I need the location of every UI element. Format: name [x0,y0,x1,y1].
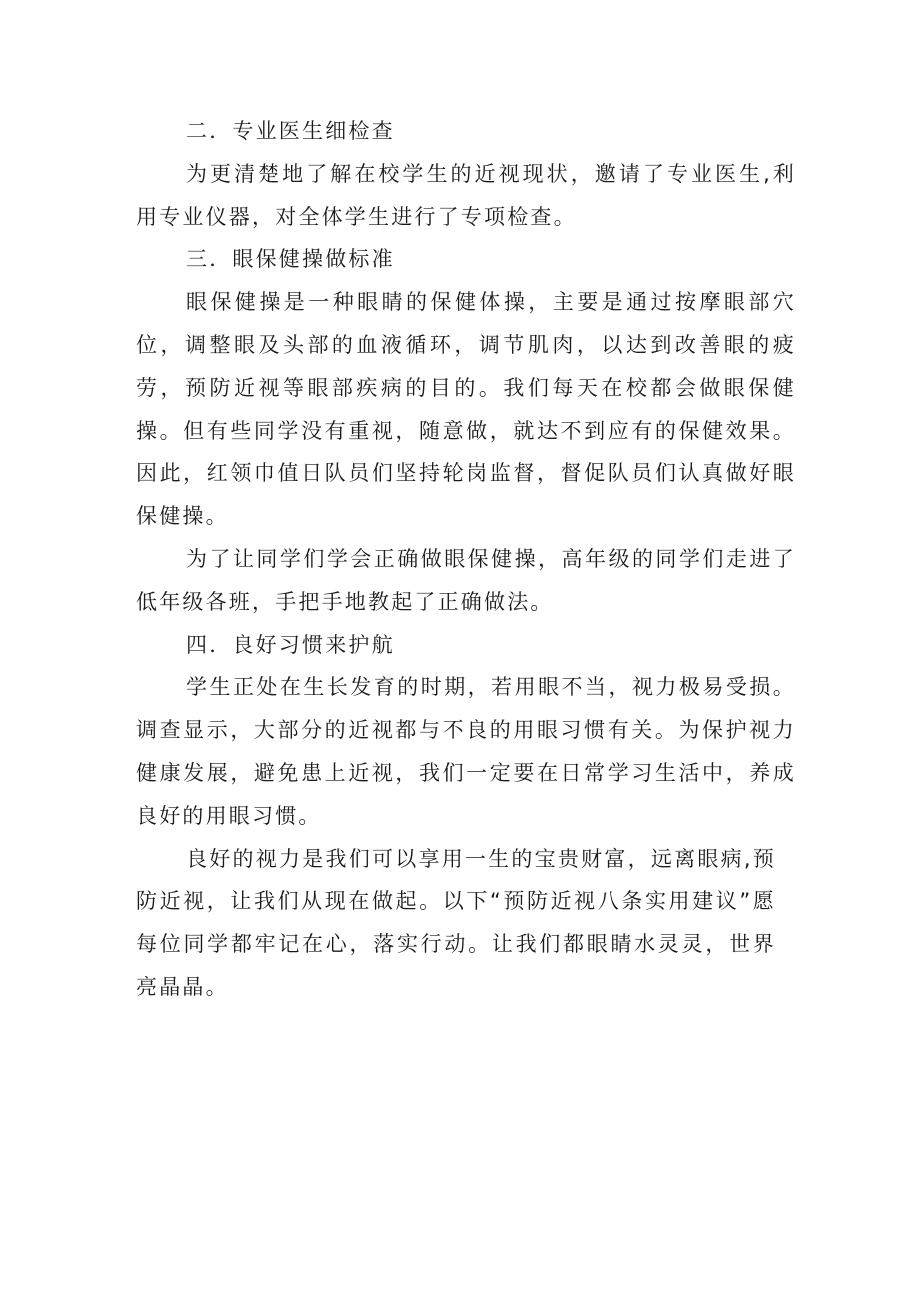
paragraph-eye-exercise-description: 眼保健操是一种眼睛的保健体操，主要是通过按摩眼部穴位，调整眼及头部的血液循环，调节肌肉，以达到改善眼的疲劳，预防近视等眼部疾病的目的。我们每天在校都会做眼保健操。但有些同学没有重视，随意做，就达不到应有的保健效果。因此，红领巾值日队员们坚持轮岗监督，督促队员们认真做好眼保健操。 [136,290,796,529]
section-heading-eye-exercise-standard: 三．眼保健操做标准 [186,247,395,272]
document-body [136,110,796,1009]
section-heading-professional-doctor-check: 二．专业医生细检查 [186,119,395,143]
section-heading-good-habits: 四．良好习惯来护航 [186,632,395,657]
paragraph-professional-doctor-check: 为更清楚地了解在校学生的近视现状，邀请了专业医生,利用专业仪器，对全体学生进行了专项检查。 [136,161,796,229]
paragraph-good-habits: 学生正处在生长发育的时期，若用眼不当，视力极易受损。调查显示，大部分的近视都与不良的用眼习惯有关。为保护视力健康发展，避免患上近视，我们一定要在日常学习生活中，养成良好的用眼习惯。 [136,675,796,828]
paragraph-precious-vision: 良好的视力是我们可以享用一生的宝贵财富，远离眼病,预防近视，让我们从现在做起。以下“预防近视八条实用建议”愿每位同学都牢记在心，落实行动。让我们都眼睛水灵灵，世界亮晶晶。 [136,846,776,999]
paragraph-eye-exercise-teaching: 为了让同学们学会正确做眼保健操，高年级的同学们走进了低年级各班，手把手地教起了正确做法。 [136,546,796,614]
